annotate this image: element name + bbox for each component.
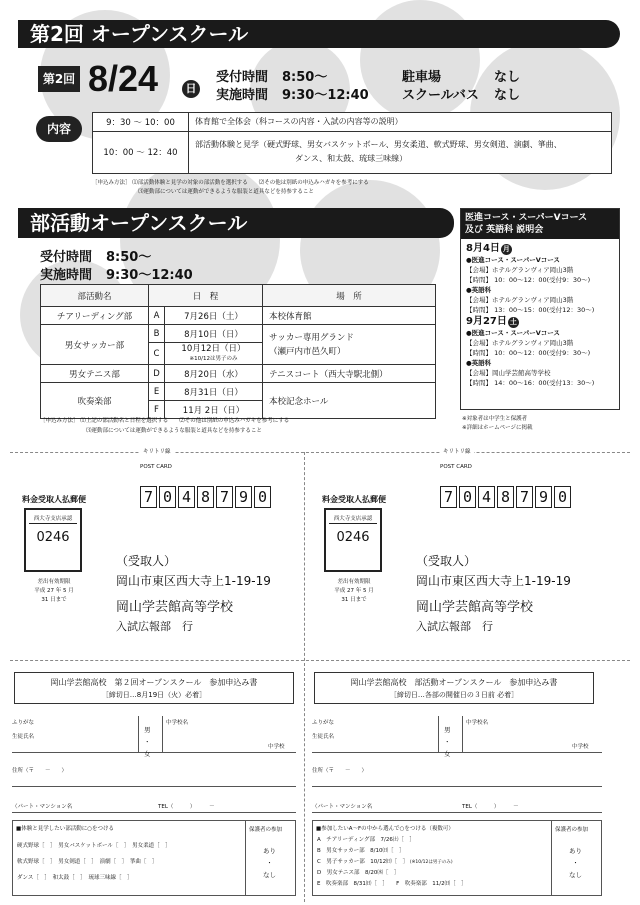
fee-label: 料金受取人払郵便 [22, 495, 86, 504]
briefing-box [460, 208, 620, 410]
club-name: 男女テニス部 [41, 365, 149, 383]
day-of-week: 日 [182, 80, 200, 98]
club-open-school-title: 部活動オープンスクール [18, 208, 454, 238]
furigana-label: ふりがな [12, 720, 35, 726]
postcard-label: POST CARD [440, 464, 472, 470]
zip-digit: 4 [178, 486, 195, 508]
briefing-subtitle: 及び 英語科 説明会 [465, 225, 544, 235]
club-letter: C [149, 343, 165, 365]
zip-digit: 7 [440, 486, 457, 508]
zip-digit: 0 [554, 486, 571, 508]
schedule-text: 部活動体験と見学（硬式野球、男女バスケットボール、男女柔道、軟式野球、男女剣道、演劇、箏曲、 [195, 140, 562, 150]
cut-line [10, 452, 630, 453]
building-label[interactable]: （パート・マンション名 [312, 804, 373, 810]
briefing-course: ●医進コース・スーパーVコース [466, 329, 560, 337]
zip-code [440, 486, 573, 508]
club-date-note: ※10/12は男子のみ [189, 355, 238, 362]
impl-label: 実施時間 [40, 268, 93, 283]
briefing-note: ※対象者は中学生と保護者 [462, 416, 528, 422]
apply-note: ［申込み方法］ ⑴上記の部活動名と日程を選択する ⑵その他は別紙の申込みハガキを参考にする [40, 418, 290, 424]
cut-label: キリトリ線 [440, 447, 474, 455]
briefing-venue: 【会場】ホテルグランヴィア岡山3階 [466, 339, 574, 347]
header-date: 日 程 [149, 285, 263, 307]
briefing-dow-1: 月 [502, 245, 510, 253]
form-deadline: ［締切日…各部の開催日の３日前 必着］ [389, 691, 519, 699]
fold-line [10, 660, 630, 661]
form-title: 岡山学芸館高校 第２回オープンスクール 参加申込み書 [50, 678, 258, 687]
tel-label[interactable]: TEL（ ） － [158, 804, 215, 810]
form-fields: ふりがな 生徒氏名 男 ・ 女 中学校名 中学校 住所（〒 － ） （パート・マンション名 TEL（ ） － ■体験と見学したい部活動に○をつける 硬式野球［ ］ 男女バスケットボール［ ］ 男女柔道［ ］ 軟式野球［ ］ 男女剣道［ ］ 演劇［ ］ 箏曲［ ］ ダンス［ ］ 和太鼓［ ］ 琉球三味線［ ］ 保護者の参加 あり ・ なし [12, 712, 296, 897]
check-option[interactable]: ダンス［ ］ [17, 875, 48, 881]
reception-time: 8:50～ [106, 250, 152, 265]
briefing-date-1: 8月4日 [466, 243, 500, 254]
impl-time: 9:30～12:40 [106, 268, 193, 283]
schedule-text-2: ダンス、和太鼓、琉球三味線） [295, 154, 408, 164]
name-label: 生徒氏名 [12, 734, 35, 740]
bus-value: なし [494, 88, 521, 103]
club-date: 11月 2日（日） [165, 401, 263, 419]
check-note: (※10/12は男子のみ) [409, 860, 453, 865]
zip-digit: 7 [140, 486, 157, 508]
guardian-label: 保護者の参加 [249, 827, 283, 833]
approval-box [324, 508, 382, 572]
briefing-course: ●英語科 [466, 359, 492, 367]
jhs-label: 中学校名 [466, 720, 489, 726]
check-option[interactable]: C 男子サッカー部 10/12㈰［ ］ [317, 859, 409, 865]
club-letter: E [149, 383, 165, 401]
furigana-label: ふりがな [312, 720, 335, 726]
checkbox-area: ■参加したいA～Fの中から選んで○をつける（複数可） A チアリーディング部 7/26㈯［ ］ B 男女サッカー部 8/10㈰［ ］ C 男子サッカー部 10/12㈰［ ］ (※10/12は男子のみ) D 男女テニス部 8/20㈬［ ］ E 吹奏楽部 8/31㈰［ ］ F 吹奏楽部 11/2㈰［ ］ 保護者の参加 あり ・ なし [312, 820, 602, 896]
recipient-address: 岡山市東区西大寺上1-19-19 [116, 574, 271, 588]
address-label[interactable]: 住所（〒 － ） [312, 768, 368, 774]
open-school-title: 第2回 オープンスクール [18, 20, 620, 48]
briefing-course: ●英語科 [466, 286, 492, 294]
fee-label: 料金受取人払郵便 [322, 495, 386, 504]
briefing-note: ※詳細はホームページに掲載 [462, 425, 533, 431]
club-place: サッカー専用グランド [269, 332, 354, 343]
form-header [14, 672, 294, 704]
check-option[interactable]: 琉球三味線［ ］ [88, 875, 133, 881]
club-place: テニスコート（西大寺駅北側） [263, 365, 436, 383]
expiry-date: 平成 27 年 5 月 [334, 588, 374, 594]
round-badge: 第2回 [38, 66, 80, 92]
guardian-label: 保護者の参加 [555, 827, 589, 833]
form-fields: ふりがな 生徒氏名 男 ・ 女 中学校名 中学校 住所（〒 － ） （パート・マンション名 TEL（ ） － ■参加したいA～Fの中から選んで○をつける（複数可） A チアリーディング部 7/26㈯［ ］ B 男女サッカー部 8/10㈰［ ］ C 男子サッカー部 10/12㈰［ ］ (※10/12は男子のみ) D 男女テニス部 8/20㈬［ ］ E 吹奏楽部 8/31㈰［ ］ F 吹奏楽部 11/2㈰［ ］ 保護者の参加 あり ・ なし [312, 712, 602, 897]
check-option[interactable]: 演劇［ ］ [99, 859, 125, 865]
zip-digit: 8 [497, 486, 514, 508]
check-option[interactable]: 軟式野球［ ］ [17, 859, 53, 865]
jhs-label: 中学校名 [166, 720, 189, 726]
briefing-venue: 【会場】ホテルグランヴィア岡山3階 [466, 266, 574, 274]
zip-digit: 7 [516, 486, 533, 508]
checks-title: ■参加したいA～Fの中から選んで○をつける（複数可） [316, 826, 454, 832]
schedule-table [92, 112, 612, 174]
apply-note: ［申込み方法］ ⑴部活動体験と見学の対象の部活動を選択する ⑵その他は別紙の申込みハガキを参考にする [92, 180, 369, 186]
check-option[interactable]: 男女柔道［ ］ [132, 843, 171, 849]
recipient-school: 岡山学芸館高等学校 [416, 600, 534, 615]
schedule-text: 体育館で全体会（科コースの内容・入試の内容等の説明） [189, 113, 612, 132]
approval-box [24, 508, 82, 572]
form-deadline: ［締切日…8月19日（火）必着］ [101, 691, 207, 699]
check-option[interactable]: 男女剣道［ ］ [58, 859, 95, 865]
club-place: 本校体育館 [263, 307, 436, 325]
club-place-2: （瀬戸内市邑久町） [269, 346, 346, 357]
apply-note: ⑶運動部については運動ができるような服装と道具などを持参すること [138, 189, 314, 195]
recipient-label: （受取人） [116, 554, 177, 568]
office-label: 西大寺支店承認 [329, 513, 377, 524]
zip-digit: 8 [197, 486, 214, 508]
recipient-dept: 入試広報部 行 [116, 620, 193, 633]
event-date: 8/24 [88, 58, 159, 99]
briefing-venue: 【会場】岡山学芸館高等学校 [466, 369, 551, 377]
check-option[interactable]: 箏曲［ ］ [129, 859, 158, 865]
content-label: 内容 [36, 116, 82, 142]
recipient-dept: 入試広報部 行 [416, 620, 493, 633]
expiry-label: 差出有効期限 [37, 579, 71, 585]
gender-female[interactable]: 女 [444, 750, 451, 758]
check-option[interactable]: 和太鼓［ ］ [52, 875, 83, 881]
club-date: 8月10日（日） [165, 325, 263, 343]
checks-title: ■体験と見学したい部活動に○をつける [16, 826, 114, 832]
building-label[interactable]: （パート・マンション名 [12, 804, 73, 810]
guardian-no[interactable]: なし [569, 871, 582, 879]
club-letter: D [149, 365, 165, 383]
office-number: 0246 [336, 530, 370, 545]
form-header [314, 672, 594, 704]
header-club: 部活動名 [41, 285, 149, 307]
recipient-school: 岡山学芸館高等学校 [116, 600, 234, 615]
cut-line-vertical [304, 452, 305, 902]
zip-digit: 0 [459, 486, 476, 508]
check-option[interactable]: 男女バスケットボール［ ］ [58, 843, 127, 849]
reception-label: 受付時間 [216, 70, 269, 85]
expiry-label: 差出有効期限 [337, 579, 371, 585]
briefing-time: 【時間】 10：00～12：00(受付9：30～) [466, 349, 591, 357]
jhs-suffix: 中学校 [268, 744, 285, 750]
parking-label: 駐車場 [402, 70, 442, 85]
club-name: チアリーディング部 [41, 307, 149, 325]
cut-label: キリトリ線 [140, 447, 174, 455]
check-option[interactable]: E 吹奏楽部 8/31㈰［ ］ F 吹奏楽部 11/2㈰［ ］ [317, 881, 467, 887]
zip-digit: 0 [254, 486, 271, 508]
schedule-time: 10：00 ～ 12：40 [93, 131, 189, 173]
guardian-yes[interactable]: あり [263, 847, 276, 855]
briefing-dow-2: 土 [509, 318, 517, 326]
club-letter: B [149, 325, 165, 343]
name-label: 生徒氏名 [312, 734, 335, 740]
check-option[interactable]: A チアリーディング部 7/26㈯［ ］ [317, 837, 415, 843]
apply-note: ⑶運動部については運動ができるような服装と道具などを持参すること [86, 428, 262, 434]
club-date: 8月20日（水） [165, 365, 263, 383]
zip-code [140, 486, 273, 508]
check-option[interactable]: B 男女サッカー部 8/10㈰［ ］ [317, 848, 405, 854]
form-title: 岡山学芸館高校 部活動オープンスクール 参加申込み書 [350, 678, 558, 687]
club-schedule-table [40, 284, 436, 419]
expiry-date-2: 31 日まで [41, 597, 67, 603]
checkbox-area: ■体験と見学したい部活動に○をつける 硬式野球［ ］ 男女バスケットボール［ ］ 男女柔道［ ］ 軟式野球［ ］ 男女剣道［ ］ 演劇［ ］ 箏曲［ ］ ダンス［ ］ 和太鼓［ ］ 琉球三味線［ ］ 保護者の参加 あり ・ なし [12, 820, 296, 896]
gender-female[interactable]: 女 [144, 750, 151, 758]
zip-digit: 4 [478, 486, 495, 508]
briefing-venue: 【会場】ホテルグランヴィア岡山3階 [466, 296, 574, 304]
zip-digit: 7 [216, 486, 233, 508]
office-label: 西大寺支店承認 [29, 513, 77, 524]
gender-male[interactable]: 男 [444, 726, 451, 734]
reception-label: 受付時間 [40, 250, 93, 265]
club-name: 男女サッカー部 [41, 325, 149, 365]
recipient-label: （受取人） [416, 554, 477, 568]
briefing-time: 【時間】 14：00～16：00(受付13：30～) [466, 379, 595, 387]
zip-digit: 9 [535, 486, 552, 508]
club-name: 吹奏楽部 [41, 383, 149, 419]
gender-male[interactable]: 男 [144, 726, 151, 734]
zip-digit: 9 [235, 486, 252, 508]
office-number: 0246 [36, 530, 70, 545]
briefing-date-2: 9月27日 [466, 316, 507, 327]
check-option[interactable]: D 男女テニス部 8/20㈬［ ］ [317, 870, 400, 876]
reception-time: 8:50～ [282, 70, 328, 85]
club-date: 10月12日（日） [181, 343, 246, 354]
club-date: 8月31日（日） [165, 383, 263, 401]
briefing-title: 医進コース・スーパーVコース [465, 213, 588, 223]
impl-label: 実施時間 [216, 88, 269, 103]
club-letter: F [149, 401, 165, 419]
briefing-course: ●医進コース・スーパーVコース [466, 256, 560, 264]
bus-label: スクールバス [402, 88, 479, 103]
expiry-date: 平成 27 年 5 月 [34, 588, 74, 594]
schedule-time: 9：30 ～ 10：00 [93, 113, 189, 132]
guardian-no[interactable]: なし [263, 871, 276, 879]
club-date: 7月26日（土） [165, 307, 263, 325]
briefing-time: 【時間】 10：00～12：00(受付9：30～) [466, 276, 591, 284]
header-place: 場 所 [263, 285, 436, 307]
club-place: 本校記念ホール [263, 383, 436, 419]
impl-time: 9:30～12:40 [282, 88, 369, 103]
club-letter: A [149, 307, 165, 325]
zip-digit: 0 [159, 486, 176, 508]
guardian-yes[interactable]: あり [569, 847, 582, 855]
expiry-date-2: 31 日まで [341, 597, 367, 603]
address-label[interactable]: 住所（〒 － ） [12, 768, 68, 774]
postcard-label: POST CARD [140, 464, 172, 470]
recipient-address: 岡山市東区西大寺上1-19-19 [416, 574, 571, 588]
briefing-time: 【時間】 13：00～15：00(受付12：30～) [466, 306, 595, 314]
tel-label[interactable]: TEL（ ） － [462, 804, 519, 810]
parking-value: なし [494, 70, 521, 85]
check-option[interactable]: 硬式野球［ ］ [17, 843, 53, 849]
jhs-suffix: 中学校 [572, 744, 589, 750]
